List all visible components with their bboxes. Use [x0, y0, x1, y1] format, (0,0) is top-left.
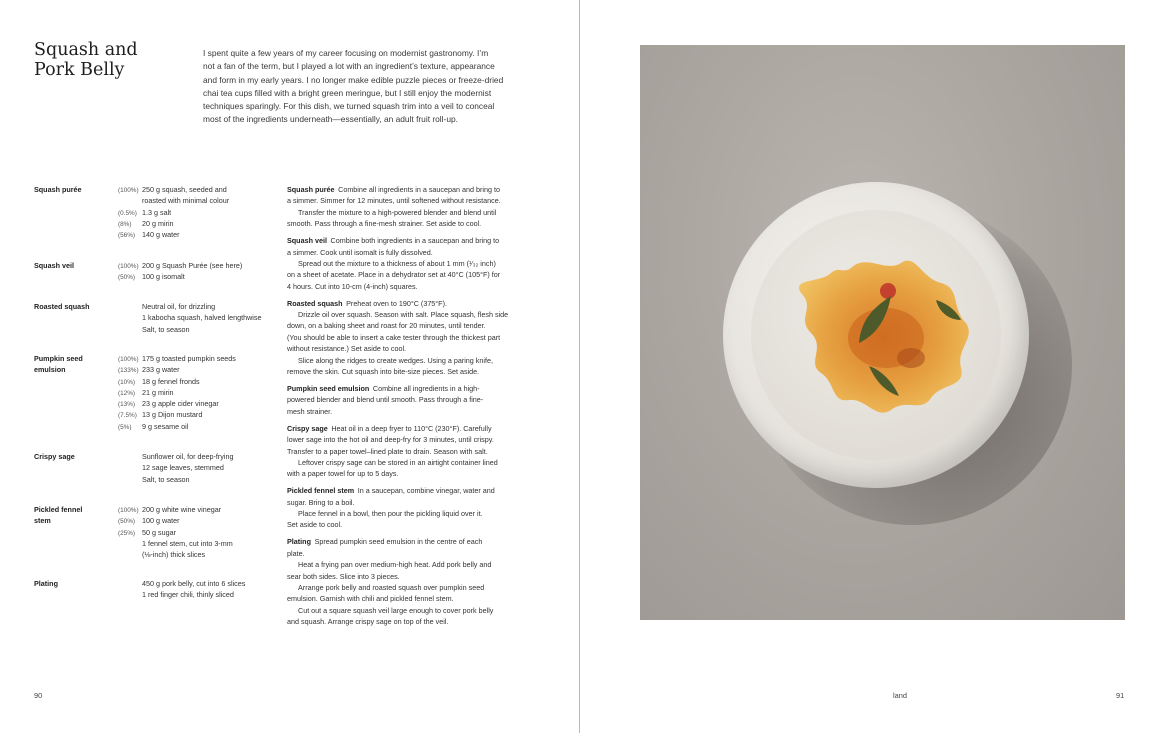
ingredient-amount: 1.3 g salt	[142, 207, 172, 217]
ingredient-line	[118, 578, 278, 589]
ingredient-amount: 250 g squash, seeded and	[142, 185, 227, 194]
method-text: down, on a baking sheet and roast for 20 minutes, until tender.	[287, 321, 486, 331]
baker-percentage: (13%)	[118, 401, 136, 409]
ingredient-line	[118, 504, 278, 515]
method-line	[287, 218, 527, 229]
method-line	[287, 320, 527, 331]
method-line	[287, 457, 527, 468]
method-text: without resistance.) Set aside to cool.	[287, 344, 407, 354]
intro-line: not a fan of the term, but I played a lot with an ingredient’s texture, appearance	[203, 61, 495, 72]
ingredient-line	[118, 353, 278, 364]
ingredient-amount: 100 g water	[142, 516, 180, 526]
ingredient-line	[118, 515, 278, 526]
ingredient-section-title-line: Pickled fennel	[34, 505, 83, 514]
method-text: mesh strainer.	[287, 406, 333, 416]
method-line	[287, 519, 527, 530]
method-text: Heat a frying pan over medium-high heat. Add pork belly and	[298, 560, 492, 570]
bowl-well	[751, 210, 1001, 460]
method-step	[287, 235, 527, 292]
ingredient-line	[118, 549, 278, 560]
method-line	[287, 571, 527, 582]
baker-percentage: (5%)	[118, 423, 132, 431]
recipe-title	[34, 40, 184, 80]
ingredient-line	[118, 195, 278, 206]
ingredient-amount: 200 g Squash Purée (see here)	[142, 261, 243, 270]
method-text: a simmer. Cook until isomalt is fully dissolved.	[287, 247, 433, 257]
method-line	[287, 184, 527, 195]
method-line	[287, 207, 527, 218]
intro-line: I spent quite a few years of my career focusing on modernist gastronomy. I’m	[203, 48, 489, 58]
method-text: Combine all ingredients in a high-	[372, 384, 480, 393]
ingredient-line	[118, 184, 278, 195]
ingredient-amount: 9 g sesame oil	[142, 421, 189, 431]
ingredient-section-title	[34, 260, 114, 271]
ingredient-lines	[118, 260, 278, 283]
method-line	[287, 605, 527, 616]
ingredient-lines	[118, 184, 278, 240]
method-line	[287, 593, 527, 604]
method-text: (You should be able to insert a cake tester through the thickest part	[287, 332, 501, 342]
title-line: Squash and	[34, 40, 138, 60]
method-line	[287, 497, 527, 508]
method-text: 4 hours. Cut into 10-cm (4-inch) squares.	[287, 281, 418, 291]
ingredient-section-title-line: Squash purée	[34, 185, 82, 194]
method-text: remove the skin. Cut squash into bite-size pieces. Set aside.	[287, 367, 480, 377]
method-text: Combine both ingredients in a saucepan and bring to	[330, 236, 500, 246]
method-step-heading: Squash purée	[287, 185, 335, 194]
method-step	[287, 184, 527, 230]
section-label: land	[893, 691, 907, 700]
ingredient-section-title	[34, 504, 114, 527]
ingredient-amount: 200 g white wine vinegar	[142, 505, 222, 514]
baker-percentage: (7.5%)	[118, 412, 137, 420]
ingredient-amount: Neutral oil, for drizzling	[142, 302, 216, 311]
baker-percentage: (50%)	[118, 518, 136, 526]
baker-percentage: (100%)	[118, 187, 139, 194]
squash-veil-dish	[791, 248, 981, 428]
method-step-heading: Pumpkin seed emulsion	[287, 384, 370, 393]
method-text: Slice along the ridges to create wedges. Using a paring knife,	[298, 355, 493, 365]
method-line	[287, 247, 527, 258]
method-text: Leftover crispy sage can be stored in an airtight container lined	[298, 457, 498, 467]
method-text: Arrange pork belly and roasted squash over pumpkin seed	[298, 583, 485, 592]
method-line	[287, 548, 527, 559]
method-line	[287, 434, 527, 445]
ingredient-amount: 100 g isomalt	[142, 272, 185, 282]
baker-percentage: (0.5%)	[118, 209, 137, 217]
method-text: sugar. Bring to a boil.	[287, 497, 355, 507]
ingredient-lines	[118, 301, 278, 335]
baker-percentage: (133%)	[118, 367, 139, 375]
ingredient-amount: 1 red finger chili, thinly sliced	[142, 590, 234, 600]
method-text: Drizzle oil over squash. Season with salt. Place squash, flesh side	[298, 310, 509, 320]
method-step	[287, 383, 527, 417]
ingredient-amount: 50 g sugar	[142, 527, 176, 537]
ingredient-line	[118, 421, 278, 432]
ingredient-line	[118, 538, 278, 549]
page-number-left: 90	[34, 691, 43, 700]
chili-slice	[880, 283, 896, 299]
method-text: Spread pumpkin seed emulsion in the centre of each	[314, 537, 483, 547]
method-text: a simmer. Simmer for 12 minutes, until softened without resistance.	[287, 196, 501, 206]
ingredient-line	[118, 527, 278, 538]
method-line	[287, 616, 527, 627]
ingredient-line	[118, 218, 278, 229]
ingredient-line	[118, 312, 278, 323]
intro-line: and form in my early years. I no longer make edible puzzle pieces or freeze-dried	[203, 74, 504, 85]
title-line: Pork Belly	[34, 60, 125, 80]
ingredient-section-title	[34, 578, 114, 589]
method-line	[287, 298, 527, 309]
method-text: Cut out a square squash veil large enough to cover pork belly	[298, 605, 494, 615]
ingredient-section-title-line: Squash veil	[34, 261, 74, 270]
method-step-heading: Plating	[287, 537, 311, 547]
method-text: powered blender and blend until smooth. Pass through a fine-	[287, 395, 484, 405]
method-line	[287, 423, 527, 434]
method-line	[287, 309, 527, 320]
baker-percentage: (12%)	[118, 389, 136, 397]
ingredient-section-title	[34, 301, 114, 312]
method-line	[287, 559, 527, 570]
baker-percentage: (100%)	[118, 356, 139, 363]
ingredient-line	[118, 376, 278, 387]
ingredient-line	[118, 387, 278, 398]
ingredient-lines	[118, 451, 278, 485]
method-step-heading: Roasted squash	[287, 298, 343, 308]
ingredient-section-title-line: emulsion	[34, 365, 66, 375]
method-step-heading: Pickled fennel stem	[287, 486, 355, 496]
method-line	[287, 343, 527, 354]
method-text: Place fennel in a bowl, then pour the pickling liquid over it.	[298, 509, 483, 519]
ingredient-amount: 21 g mirin	[142, 387, 174, 397]
method-text: and squash. Arrange crispy sage on top of the veil.	[287, 617, 449, 627]
ingredient-line	[118, 271, 278, 282]
method-text: Set aside to cool.	[287, 520, 343, 530]
method-line	[287, 281, 527, 292]
ingredient-line	[118, 589, 278, 600]
method-line	[287, 508, 527, 519]
intro-paragraph	[203, 47, 528, 127]
method-text: Transfer the mixture to a high-powered blender and blend until	[298, 207, 497, 217]
method-line	[287, 269, 527, 280]
method-text: Preheat oven to 190°C (375°F).	[346, 298, 447, 308]
method-text: sear both sides. Slice into 3 pieces.	[287, 571, 400, 581]
method-step-heading: Squash veil	[287, 236, 327, 246]
method-line	[287, 406, 527, 417]
method-text: Spread out the mixture to a thickness of about 1 mm (¹⁄₃₂ inch)	[298, 258, 496, 268]
baker-percentage: (25%)	[118, 529, 136, 537]
method-text: on a sheet of acetate. Place in a dehydrator set at 40°C (105°F) for	[287, 270, 501, 280]
ingredient-lines	[118, 504, 278, 560]
method-line	[287, 195, 527, 206]
ingredient-lines	[118, 578, 278, 601]
method-text: Heat oil in a deep fryer to 110°C (230°F). Carefully	[331, 423, 492, 433]
method-steps	[287, 184, 527, 633]
ingredient-line	[118, 207, 278, 218]
ingredient-amount: 140 g water	[142, 230, 180, 240]
method-text: with a paper towel for up to 5 days.	[287, 469, 399, 479]
ingredient-section-title-line: Pumpkin seed	[34, 354, 83, 363]
intro-line: most of the ingredients underneath—essentially, an adult fruit roll-up.	[203, 114, 458, 125]
ingredient-amount: 20 g mirin	[142, 218, 174, 228]
method-text: emulsion. Garnish with chili and pickled fennel stem.	[287, 594, 454, 604]
ingredient-line	[118, 474, 278, 485]
method-line	[287, 485, 527, 496]
method-line	[287, 394, 527, 405]
ingredient-line	[118, 409, 278, 420]
baker-percentage: (100%)	[118, 507, 139, 514]
ingredient-line	[118, 451, 278, 462]
ingredient-amount: 18 g fennel fronds	[142, 376, 200, 386]
ingredient-line	[118, 301, 278, 312]
ingredient-section-title-line: stem	[34, 516, 51, 526]
ingredient-section-title-line: Roasted squash	[34, 302, 90, 311]
ingredient-amount: (⅛-inch) thick slices	[142, 550, 206, 560]
method-step	[287, 536, 527, 627]
ingredient-amount: 175 g toasted pumpkin seeds	[142, 354, 236, 363]
ingredient-line	[118, 364, 278, 375]
ingredient-amount: 23 g apple cider vinegar	[142, 399, 219, 409]
ingredient-amount: 1 kabocha squash, halved lengthwise	[142, 313, 262, 323]
left-page	[0, 0, 579, 733]
ingredient-amount: Salt, to season	[142, 474, 190, 484]
method-line	[287, 366, 527, 377]
ingredient-section-title	[34, 451, 114, 462]
method-line	[287, 446, 527, 457]
ingredient-amount: Sunflower oil, for deep-frying	[142, 452, 234, 461]
method-step-heading: Crispy sage	[287, 423, 328, 433]
ingredient-line	[118, 260, 278, 271]
ingredient-amount: roasted with minimal colour	[142, 196, 230, 206]
ingredient-amount: 1 fennel stem, cut into 3-mm	[142, 538, 233, 548]
ingredient-line	[118, 398, 278, 409]
ingredient-section-title-line: Crispy sage	[34, 452, 75, 461]
bowl	[723, 182, 1029, 488]
method-text: Combine all ingredients in a saucepan and bring to	[338, 185, 500, 194]
method-text: lower sage into the hot oil and deep-fry for 3 minutes, until crispy.	[287, 435, 494, 445]
method-line	[287, 383, 527, 394]
method-step	[287, 485, 527, 531]
method-line	[287, 235, 527, 246]
method-text: smooth. Pass through a fine-mesh strainer. Set aside to cool.	[287, 219, 482, 229]
baker-percentage: (8%)	[118, 220, 132, 228]
ingredient-amount: 12 sage leaves, stemmed	[142, 463, 224, 473]
baker-percentage: (10%)	[118, 378, 136, 386]
baker-percentage: (50%)	[118, 274, 136, 282]
method-line	[287, 332, 527, 343]
method-line	[287, 468, 527, 479]
method-line	[287, 355, 527, 366]
method-step	[287, 298, 527, 378]
ingredient-section-title	[34, 184, 114, 195]
ingredient-amount: 233 g water	[142, 365, 180, 375]
method-text: plate.	[287, 548, 305, 558]
ingredient-amount: 450 g pork belly, cut into 6 slices	[142, 579, 246, 588]
ingredient-section-title-line: Plating	[34, 579, 58, 588]
ingredient-line	[118, 462, 278, 473]
ingredient-amount: Salt, to season	[142, 324, 190, 334]
method-line	[287, 258, 527, 269]
method-text: In a saucepan, combine vinegar, water and	[357, 486, 495, 496]
method-line	[287, 582, 527, 593]
baker-percentage: (100%)	[118, 263, 139, 270]
method-line	[287, 536, 527, 547]
baker-percentage: (56%)	[118, 232, 136, 240]
page-number-right: 91	[1116, 691, 1125, 700]
ingredient-line	[118, 229, 278, 240]
method-text: Transfer to a paper towel–lined plate to drain. Season with salt.	[287, 446, 488, 456]
ingredient-amount: 13 g Dijon mustard	[142, 410, 203, 420]
method-step	[287, 423, 527, 480]
intro-line: chai tea cups filled with a bright green meringue, but I still enjoy the modernist	[203, 87, 492, 98]
ingredient-lines	[118, 353, 278, 432]
dish-photo	[640, 45, 1125, 620]
intro-line: techniques sparingly. For this dish, we turned squash trim into a veil to conceal	[203, 101, 495, 112]
ingredient-section-title	[34, 353, 114, 376]
ingredient-line	[118, 324, 278, 335]
